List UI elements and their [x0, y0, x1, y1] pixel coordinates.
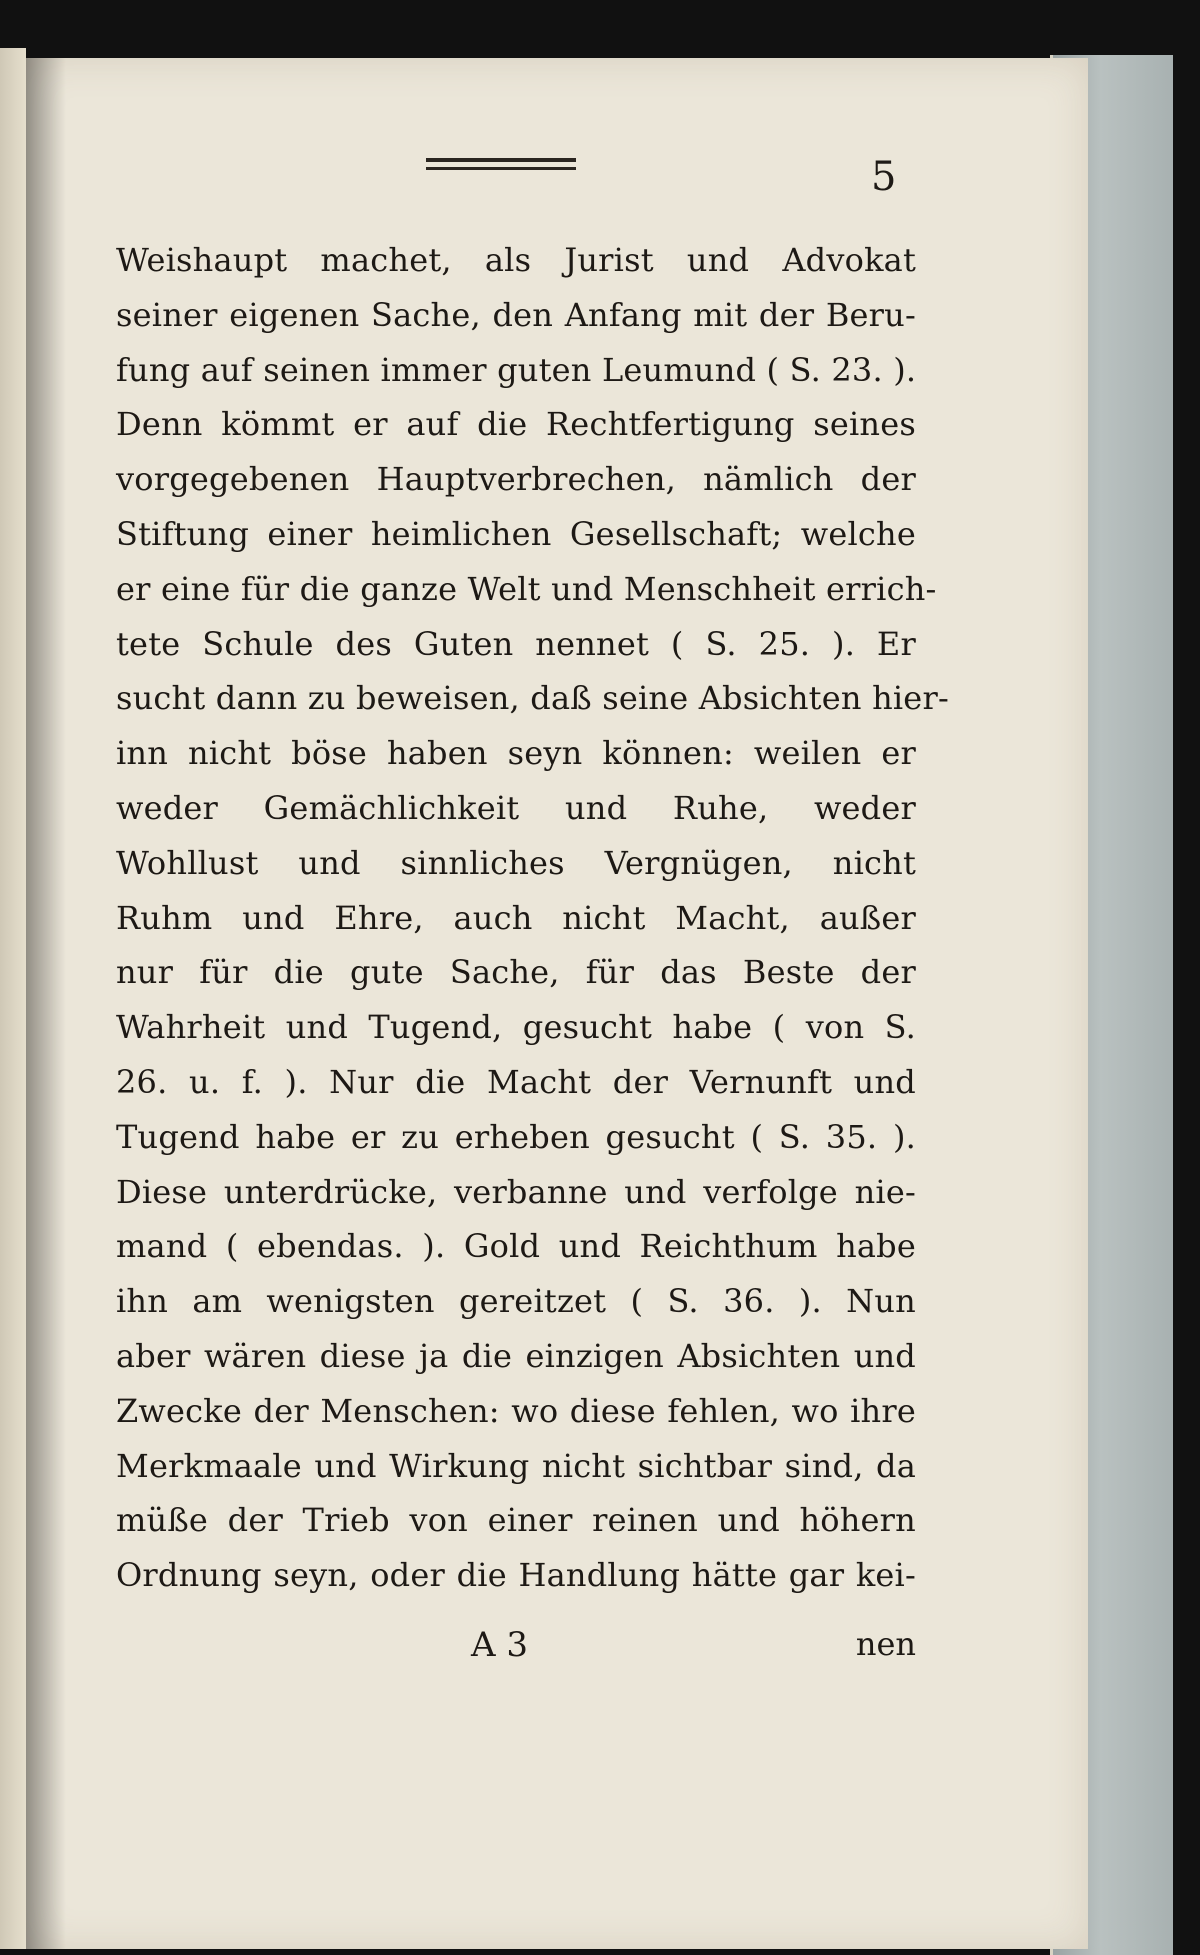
- header-rule-ornament: [426, 158, 576, 175]
- text-line: Ruhm und Ehre, auch nicht Macht, außer: [116, 898, 916, 937]
- text-line: ihn am wenigsten gereitzet ( S. 36. ). Nun: [116, 1282, 916, 1321]
- text-line: er eine für die ganze Welt und Menschheit errich-: [116, 569, 937, 608]
- text-line: mand ( ebendas. ). Gold und Reichthum habe: [116, 1227, 916, 1266]
- page-number: 5: [871, 154, 897, 200]
- body-text: [116, 233, 949, 1603]
- text-line: Diese unterdrücke, verbanne und verfolge nie-: [116, 1172, 916, 1211]
- text-line: 26. u. f. ). Nur die Macht der Vernunft und: [116, 1062, 916, 1101]
- text-line: aber wären diese ja die einzigen Absichten und: [116, 1336, 916, 1375]
- signature-mark: A 3: [471, 1625, 528, 1665]
- text-line: Tugend habe er zu erheben gesucht ( S. 35. ).: [116, 1117, 916, 1156]
- text-line: vorgegebenen Hauptverbrechen, nämlich der: [116, 460, 916, 499]
- text-line: nur für die gute Sache, für das Beste der: [116, 953, 916, 992]
- header-rule-thick: [426, 158, 576, 162]
- text-line: Weishaupt machet, als Jurist und Advokat: [116, 241, 916, 279]
- header-rule-thin: [426, 167, 576, 170]
- page-header: [26, 58, 1088, 198]
- text-line: inn nicht böse haben seyn können: weilen er: [116, 734, 916, 773]
- text-line: Denn kömmt er auf die Rechtfertigung seines: [116, 405, 916, 444]
- text-line: müße der Trieb von einer reinen und höhern: [116, 1501, 916, 1540]
- text-line: fung auf seinen immer guten Leumund ( S. 23. ).: [116, 350, 917, 389]
- text-line: Merkmaale und Wirkung nicht sichtbar sind, da: [116, 1446, 916, 1485]
- left-page-edge: [0, 48, 26, 1949]
- text-line: Zwecke der Menschen: wo diese fehlen, wo ihre: [116, 1391, 916, 1430]
- catchword: nen: [855, 1625, 916, 1663]
- text-line: Stiftung einer heimlichen Gesellschaft; welche: [116, 514, 916, 553]
- text-line: Wohllust und sinnliches Vergnügen, nicht: [116, 843, 916, 882]
- gutter-shadow: [26, 58, 66, 1949]
- text-line: seiner eigenen Sache, den Anfang mit der Beru-: [116, 295, 916, 334]
- text-line: sucht dann zu beweisen, daß seine Absichten hier-: [116, 679, 949, 718]
- book-page: [26, 58, 1088, 1949]
- text-line: weder Gemächlichkeit und Ruhe, weder: [116, 788, 916, 827]
- text-line: Wahrheit und Tugend, gesucht habe ( von S.: [116, 1008, 916, 1047]
- text-line: tete Schule des Guten nennet ( S. 25. ). Er: [116, 624, 916, 663]
- text-line: Ordnung seyn, oder die Handlung hätte gar kei-: [116, 1556, 916, 1595]
- page-footer: [116, 1625, 916, 1675]
